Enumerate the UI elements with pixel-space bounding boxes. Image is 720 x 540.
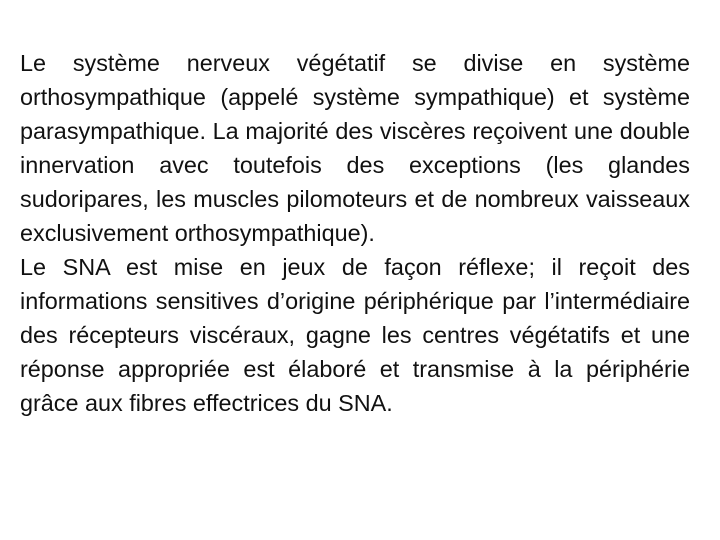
paragraph-sna-reflex: Le SNA est mise en jeux de façon réflexe; il reçoit des informations sensitives d’origine périphérique par l’intermédiaire des récepteurs viscéraux, gagne les centres végétatifs et une réponse appropriée est élaboré et transmise à la périphérie grâce aux fibres effectrices du SNA. (20, 254, 690, 416)
text-block (20, 46, 690, 420)
paragraph-sna-divisions: Le système nerveux végétatif se divise en système orthosympathique (appelé système sympathique) et système parasympathique. La majorité des viscères reçoivent une double innervation avec toutefois des exceptions (les glandes sudoripares, les muscles pilomoteurs et de nombreux vaisseaux exclusivement orthosympathique). (20, 50, 690, 246)
